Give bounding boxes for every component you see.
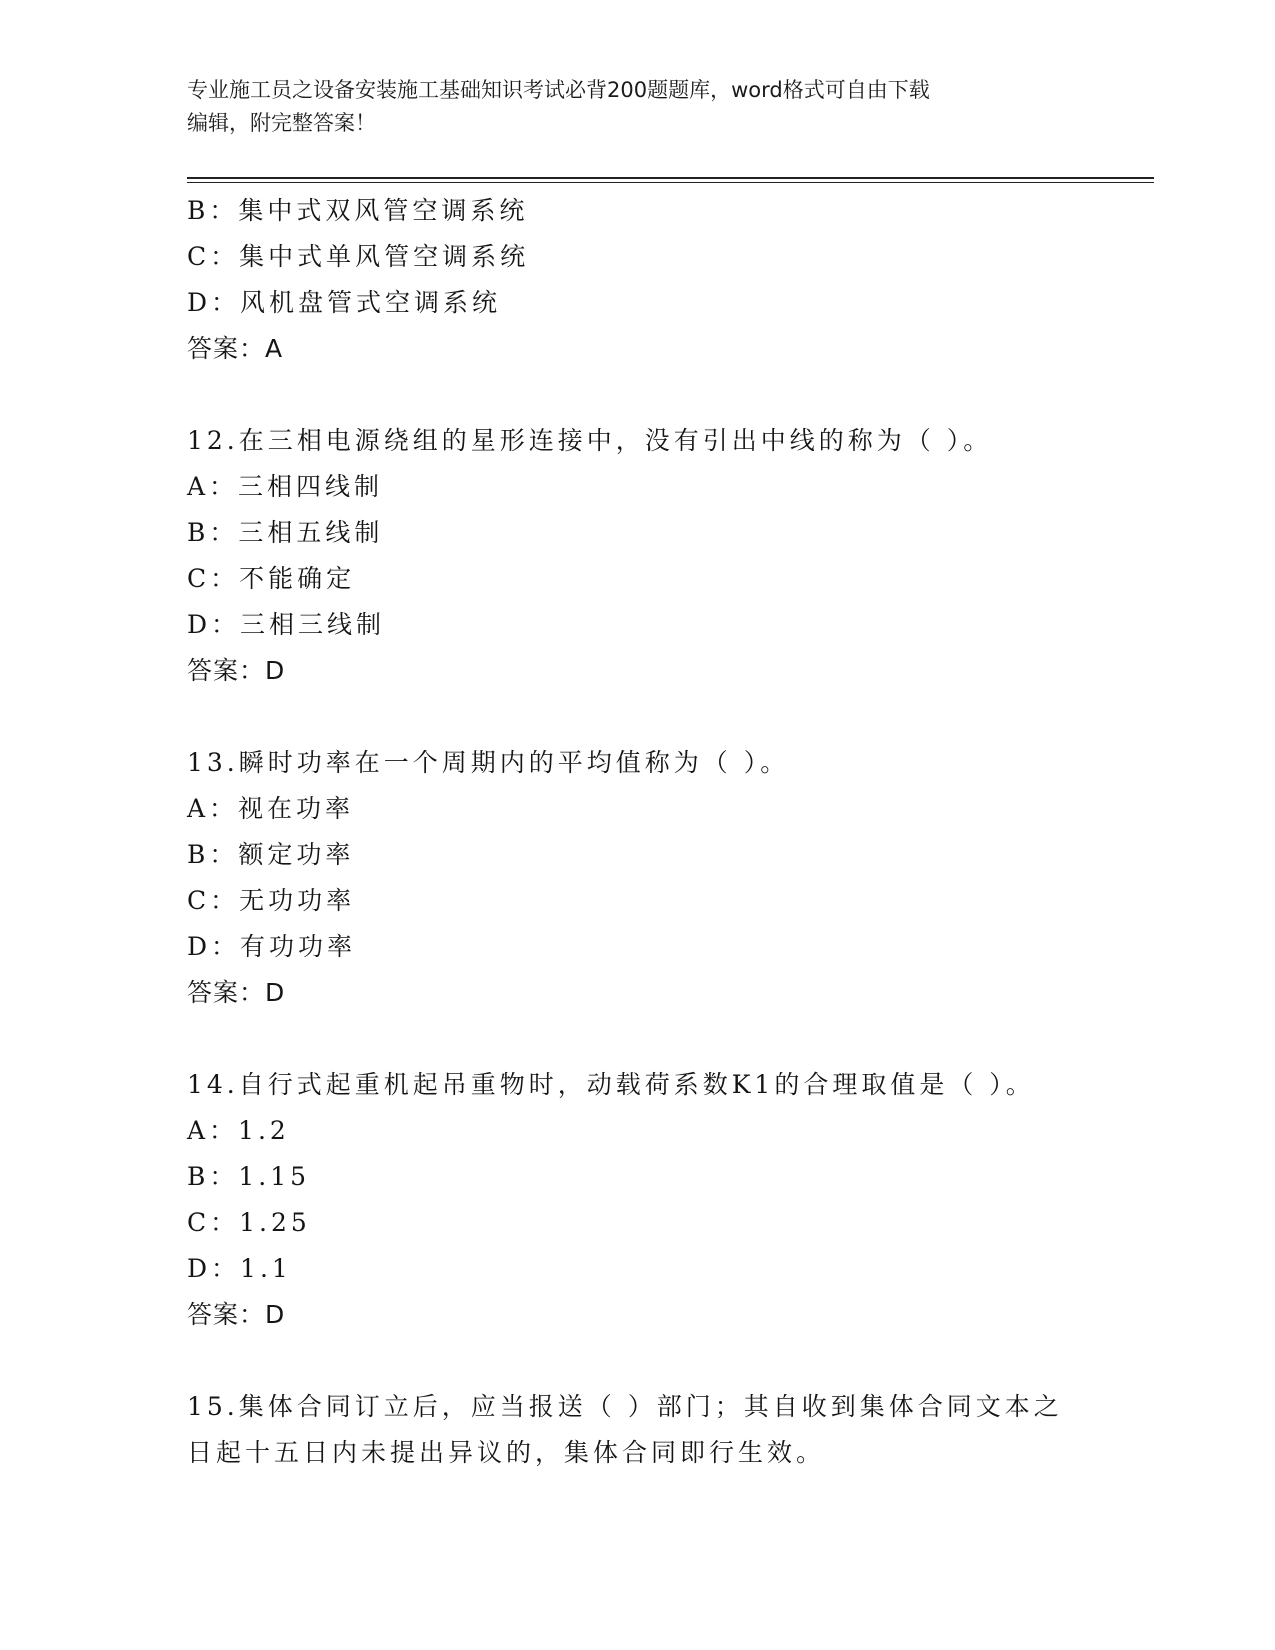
option-c: C：无功功率	[187, 886, 356, 915]
option-d: D：1.1	[187, 1254, 292, 1283]
question-12-block	[187, 418, 1147, 694]
header-line-1: 专业施工员之设备安装施工基础知识考试必背200题题库，word格式可自由下载	[187, 78, 930, 102]
option-a: A：视在功率	[187, 794, 355, 823]
answer-line: 答案：D	[187, 656, 286, 685]
spacer	[187, 694, 1147, 740]
answer-line: 答案：D	[187, 978, 286, 1007]
header-divider-thin	[187, 182, 1154, 183]
option-c: C：不能确定	[187, 564, 356, 593]
option-c: C：集中式单风管空调系统	[187, 242, 530, 271]
option-d: D：三相三线制	[187, 610, 386, 639]
question-14-block	[187, 1062, 1147, 1338]
option-d: D：有功功率	[187, 932, 357, 961]
question-text-line-1: 15.集体合同订立后，应当报送（ ）部门；其自收到集体合同文本之	[187, 1392, 1063, 1421]
question-content	[187, 188, 1147, 1476]
option-a: A：三相四线制	[187, 472, 384, 501]
option-b: B：三相五线制	[187, 518, 384, 547]
question-text: 12.在三相电源绕组的星形连接中，没有引出中线的称为（ ）。	[187, 426, 993, 455]
question-13-block	[187, 740, 1147, 1016]
spacer	[187, 372, 1147, 418]
header-divider-thick	[187, 177, 1154, 179]
option-a: A：1.2	[187, 1116, 290, 1145]
option-b: B：集中式双风管空调系统	[187, 196, 529, 225]
header-line-2: 编辑，附完整答案！	[187, 111, 376, 135]
option-b: B：额定功率	[187, 840, 355, 869]
answer-line: 答案：A	[187, 334, 284, 363]
answer-line: 答案：D	[187, 1300, 286, 1329]
prev-question-block	[187, 188, 1147, 372]
question-15-block	[187, 1384, 1147, 1476]
option-c: C：1.25	[187, 1208, 311, 1237]
option-d: D：风机盘管式空调系统	[187, 288, 502, 317]
option-b: B：1.15	[187, 1162, 311, 1191]
question-text: 13.瞬时功率在一个周期内的平均值称为（ ）。	[187, 748, 790, 777]
spacer	[187, 1016, 1147, 1062]
question-text-line-2: 日起十五日内未提出异议的，集体合同即行生效。	[187, 1438, 826, 1467]
question-text: 14.自行式起重机起吊重物时，动载荷系数K1的合理取值是（ ）。	[187, 1070, 1035, 1099]
document-header	[187, 74, 1087, 140]
spacer	[187, 1338, 1147, 1384]
